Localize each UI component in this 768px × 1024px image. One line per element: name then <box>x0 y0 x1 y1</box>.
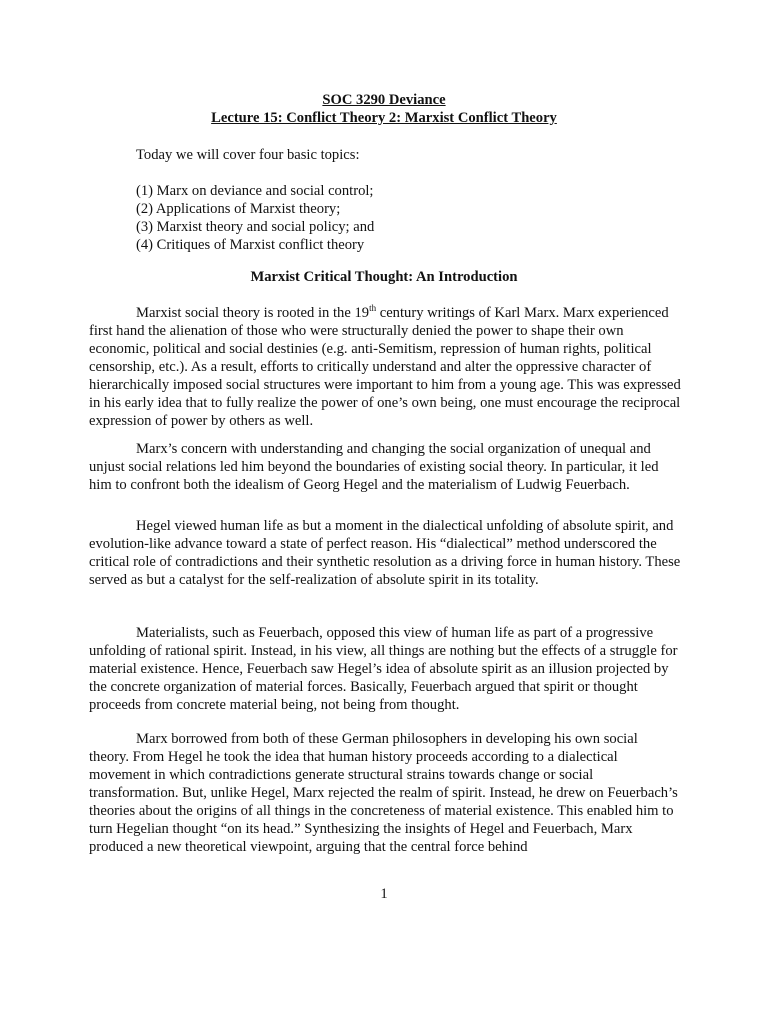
ordinal-superscript: th <box>369 303 377 314</box>
body-paragraph: Marx borrowed from both of these German philosophers in developing his own social theory. From Hegel he took the idea that human history proceeds according to a dialectical movement in which contradictions generate structural strains towards change or social transformation. But, unlike Hegel, Marx rejected the realm of spirit. Instead, he drew on Feuerbach’s theories about the origins of all things in the concreteness of material existence. This enabled him to turn Hegelian thought “on its head.” Synthesizing the insights of Hegel and Feuerbach, Marx produced a new theoretical viewpoint, arguing that the central force behind <box>89 731 678 855</box>
page-number: 1 <box>380 886 388 902</box>
section-heading: Marxist Critical Thought: An Introduction <box>250 269 518 285</box>
topic-item: (2) Applications of Marxist theory; <box>136 201 341 217</box>
lecture-title: Lecture 15: Conflict Theory 2: Marxist Conflict Theory <box>211 110 557 126</box>
topic-item: (1) Marx on deviance and social control; <box>136 183 374 199</box>
body-paragraph: Hegel viewed human life as but a moment in the dialectical unfolding of absolute spirit, and evolution-like advance toward a state of perfect reason. His “dialectical” method underscored the critical role of contradictions and their synthetic resolution as a driving force in human history. These served as but a catalyst for the self-realization of absolute spirit in its totality. <box>89 518 681 588</box>
topic-item: (4) Critiques of Marxist conflict theory <box>136 237 365 253</box>
body-paragraph: Marx’s concern with understanding and changing the social organization of unequal and unjust social relations led him beyond the boundaries of existing social theory. In particular, it led him to confront both the idealism of Georg Hegel and the materialism of Ludwig Feuerbach. <box>89 441 659 493</box>
topic-list <box>136 182 374 254</box>
intro-text: Today we will cover four basic topics: <box>136 147 360 163</box>
course-title: SOC 3290 Deviance <box>322 92 446 108</box>
paragraph-text: century writings of Karl Marx. Marx experienced first hand the alienation of those who were structurally denied the power to shape their own economic, political and social destinies (e.g. anti-Semitism, repression of human rights, political censorship, etc.). As a result, efforts to critically understand and alter the oppressive character of hierarchically imposed social structures were important to him from a young age. This was expressed in his early idea that to fully realize the power of one’s own being, one must encourage the reciprocal expression of power by others as well. <box>89 305 681 429</box>
body-paragraph: Materialists, such as Feuerbach, opposed this view of human life as part of a progressive unfolding of rational spirit. Instead, in his view, all things are nothing but the effects of a struggle for material existence. Hence, Feuerbach saw Hegel’s idea of absolute spirit as an illusion projected by the concrete organization of material forces. Basically, Feuerbach argued that spirit or thought proceeds from concrete material being, not being from thought. <box>89 625 678 713</box>
topic-item: (3) Marxist theory and social policy; and <box>136 219 375 235</box>
paragraph-text: Marxist social theory is rooted in the 19 <box>136 305 370 321</box>
body-paragraph <box>89 304 681 430</box>
